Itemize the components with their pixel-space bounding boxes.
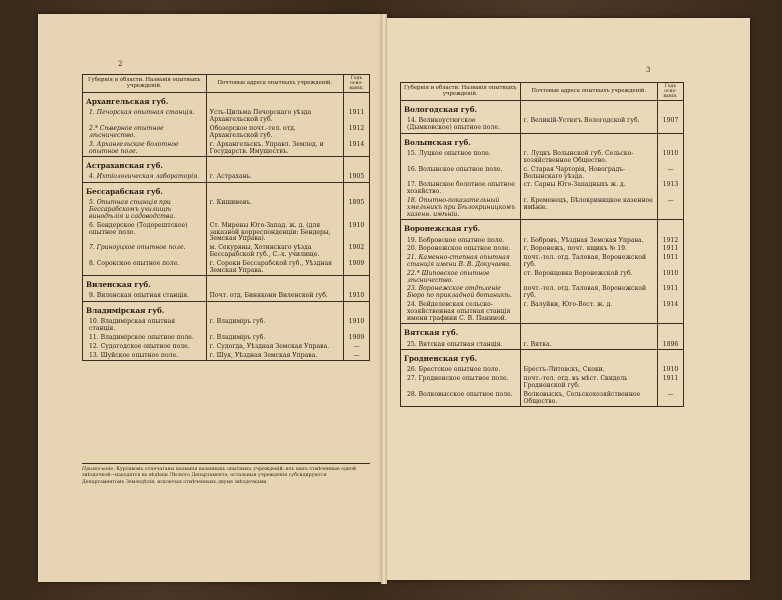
founding-year: 1911 [658,245,684,254]
founding-year: 1910 [344,318,370,334]
table-row [401,237,684,246]
table-row [401,341,684,350]
founding-year: 1914 [344,141,370,157]
postal-address: Ст. Мирены Юго-Запад. ж. д. (для заказной корреспонденціи: Бендеры, Земская Управа). [206,222,343,244]
empty-cell [658,101,684,118]
table-row [83,141,370,157]
postal-address: г. Кишиневъ. [206,199,343,221]
founding-year: 1902 [344,244,370,260]
founding-year: 1914 [658,301,684,324]
province-row [401,350,684,367]
footnote [82,463,370,486]
founding-year: — [344,352,370,361]
table-row [401,166,684,182]
empty-cell [206,302,343,319]
table-row [83,343,370,352]
postal-address: почт.-тел. отд. въ мѣст. Скидель Гродненской губ. [520,375,657,391]
founding-year: 1896 [658,341,684,350]
postal-address: Брестъ-Литовскъ, Скоки. [520,366,657,375]
postal-address: ст. Воронцовка Воронежской губ. [520,270,657,286]
postal-address: г. Судогда, Уѣздная Земская Управа. [206,343,343,352]
postal-address: г. Кременецъ, Бѣлокриницкое казенное имѣніе. [520,197,657,220]
book-spine [381,14,387,584]
table-row [83,244,370,260]
postal-address: г. Сороки Бессарабской губ., Уѣздная Земская Управа. [206,260,343,276]
postal-address: г. Бобровъ, Уѣздная Земская Управа. [520,237,657,246]
institution-name: 5. Опытная станція при Бессарабскомъ училищѣ винодѣлія и садоводства. [83,199,207,221]
table-row [401,117,684,133]
founding-year: 1909 [344,334,370,343]
province-row [401,324,684,341]
table-row [401,301,684,324]
postal-address: г. Луцкъ Волынской губ. Сельско-хозяйственное Общество. [520,150,657,166]
empty-cell [658,350,684,367]
header-year: Годъ осно-ванія. [658,83,684,101]
table-row [83,222,370,244]
postal-address: г. Воронежъ, почт. ящикъ № 19. [520,245,657,254]
empty-cell [658,324,684,341]
empty-cell [520,101,657,118]
empty-cell [206,93,343,110]
table-row [401,245,684,254]
founding-year: 1911 [658,375,684,391]
province-name: Астраханская губ. [83,157,207,174]
province-row [83,302,370,319]
province-row [83,157,370,174]
table-row [83,352,370,361]
province-row [401,134,684,151]
postal-address: почт.-тел. отд. Таловая, Воронежской губ. [520,254,657,270]
institution-name: 18. Опытно-показательный хмельникъ при Бѣлокриницкомъ казенн. имѣніи. [401,197,521,220]
table-row [83,318,370,334]
institution-name: 8. Сорокское опытное поле. [83,260,207,276]
postal-address: почт.-тел. отд. Таловая, Воронежской губ. [520,285,657,301]
postal-address: г. Вятка. [520,341,657,350]
institution-name: 2.* Сѣверное опытное лѣсничество. [83,125,207,141]
empty-cell [520,134,657,151]
empty-cell [206,157,343,174]
table-row [401,150,684,166]
right-institutions-table [400,82,684,407]
institution-name: 20. Воронежское опытное поле. [401,245,521,254]
institution-name: 13. Шуйское опытное поле. [83,352,207,361]
founding-year: — [658,391,684,407]
postal-address: г. Владиміръ губ. [206,334,343,343]
table-header-row [401,83,684,101]
empty-cell [344,93,370,110]
province-name: Архангельская губ. [83,93,207,110]
founding-year: 1910 [658,270,684,286]
postal-address: г. Великій-Устюгъ Вологодской губ. [520,117,657,133]
table-row [401,270,684,286]
empty-cell [344,157,370,174]
institution-name: 26. Брестское опытное поле. [401,366,521,375]
footnote-text: Курсивомъ отпечатаны названія казенныхъ опытныхъ учрежденій; изъ нихъ отмѣченные одной звѣздочкой—находятся въ вѣдѣніи Лѣсного Департамента; остальныя учрежденія субсидируются Департаментомъ Земледѣлія, исключая отмѣченныхъ двумя звѣздочками. [82,467,356,485]
empty-cell [520,350,657,367]
founding-year: — [658,166,684,182]
institution-name: 15. Луцкое опытное поле. [401,150,521,166]
institution-name: 24. Вейделевская сельско-хозяйственная опытная станція имени графини С. В. Паниной. [401,301,521,324]
table-row [83,199,370,221]
founding-year: 1912 [658,237,684,246]
institution-name: 7. Гриноуцкое опытное поле. [83,244,207,260]
left-institutions-table [82,74,370,361]
province-name: Бессарабская губ. [83,183,207,200]
founding-year: 1910 [658,150,684,166]
founding-year: — [658,197,684,220]
header-address: Почтовые адреса опытныхъ учрежденій. [520,83,657,101]
table-row [401,197,684,220]
header-year: Годъ осно-ванія. [344,75,370,93]
founding-year: 1911 [658,254,684,270]
institution-name: 1. Печорская опытная станція. [83,109,207,125]
postal-address: Усть-Цильма Печорскаго уѣзда Архангельской губ. [206,109,343,125]
table-header-row [83,75,370,93]
table-row [401,254,684,270]
institution-name: 19. Бобровское опытное поле. [401,237,521,246]
province-name: Виленская губ. [83,276,207,293]
empty-cell [344,276,370,293]
postal-address: г. Шуя, Уѣздная Земская Управа. [206,352,343,361]
empty-cell [206,183,343,200]
table-row [83,125,370,141]
table-row [401,391,684,407]
postal-address: Обозерское почт.-тел. отд. Архангельской губ. [206,125,343,141]
institution-name: 23. Воронежское отдѣленіе Бюро по прикладной ботаникѣ. [401,285,521,301]
institution-name: 12. Судогодское опытное поле. [83,343,207,352]
postal-address: г. Владиміръ губ. [206,318,343,334]
table-row [401,285,684,301]
founding-year: 1909 [344,260,370,276]
empty-cell [658,220,684,237]
province-row [83,276,370,293]
province-row [401,220,684,237]
province-name: Вятская губ. [401,324,521,341]
founding-year: 1911 [344,109,370,125]
founding-year: 1913 [658,181,684,197]
institution-name: 3. Архангельское болотное опытное поле. [83,141,207,157]
empty-cell [344,183,370,200]
founding-year: 1907 [658,117,684,133]
province-name: Волынская губ. [401,134,521,151]
province-name: Вологодская губ. [401,101,521,118]
province-row [401,101,684,118]
province-row [83,93,370,110]
empty-cell [206,276,343,293]
institution-name: 25. Вятская опытная станція. [401,341,521,350]
table-row [401,375,684,391]
empty-cell [520,324,657,341]
founding-year: — [344,343,370,352]
institution-name: 22.* Шиповское опытное лѣсничество. [401,270,521,286]
table-row [401,181,684,197]
institution-name: 27. Гродненское опытное поле. [401,375,521,391]
header-name: Губернія и области. Названія опытныхъ учрежденій. [83,75,207,93]
institution-name: 11. Владимірское опытное поле. [83,334,207,343]
institution-name: 9. Виленская опытная станція. [83,292,207,301]
founding-year: 1910 [344,292,370,301]
postal-address: Почт. отд. Бинякони Виленской губ. [206,292,343,301]
empty-cell [344,302,370,319]
header-address: Почтовые адреса опытныхъ учрежденій. [206,75,343,93]
postal-address: Волковыскъ, Сельскохозяйственное Общество. [520,391,657,407]
left-page-number: 2 [118,60,123,68]
table-row [401,366,684,375]
postal-address: г. Астрахань. [206,173,343,182]
founding-year: 1910 [344,222,370,244]
institution-name: 10. Владимірская опытная станція. [83,318,207,334]
founding-year: 1912 [344,125,370,141]
postal-address: ст. Сарны Юго-Западныхъ ж. д. [520,181,657,197]
founding-year: 1905 [344,173,370,182]
institution-name: 17. Волынское болотное опытное хозяйство. [401,181,521,197]
institution-name: 6. Бендерское (Тодорештское) опытное поле. [83,222,207,244]
table-row [83,109,370,125]
postal-address: г. Валуйки, Юго-Вост. ж. д. [520,301,657,324]
province-name: Владимірская губ. [83,302,207,319]
empty-cell [520,220,657,237]
institution-name: 14. Великоустюгское (Дымковское) опытное поле. [401,117,521,133]
postal-address: с. Старая Чарторія, Новоградъ-Волынскаго уѣзда. [520,166,657,182]
founding-year: 1911 [658,285,684,301]
footnote-label: Примѣчаніе. [82,467,115,472]
founding-year: 1895 [344,199,370,221]
table-row [83,173,370,182]
header-name: Губернія и области. Названія опытныхъ учрежденій. [401,83,521,101]
institution-name: 16. Волынское опытное поле. [401,166,521,182]
table-row [83,292,370,301]
institution-name: 21. Каменно-степная опытная станція имени В. В. Докучаева. [401,254,521,270]
institution-name: 28. Волковысское опытное поле. [401,391,521,407]
province-name: Гродненская губ. [401,350,521,367]
postal-address: м. Секуряны, Хотинскаго уѣзда Бессарабской губ., С.-х. училище. [206,244,343,260]
right-page-number: 3 [646,66,651,74]
province-name: Воронежская губ. [401,220,521,237]
institution-name: 4. Ихтіологическая лабораторія. [83,173,207,182]
table-row [83,334,370,343]
province-row [83,183,370,200]
founding-year: 1910 [658,366,684,375]
table-row [83,260,370,276]
postal-address: г. Архангельскъ. Управл. Землед. и Государств. Имуществъ. [206,141,343,157]
empty-cell [658,134,684,151]
